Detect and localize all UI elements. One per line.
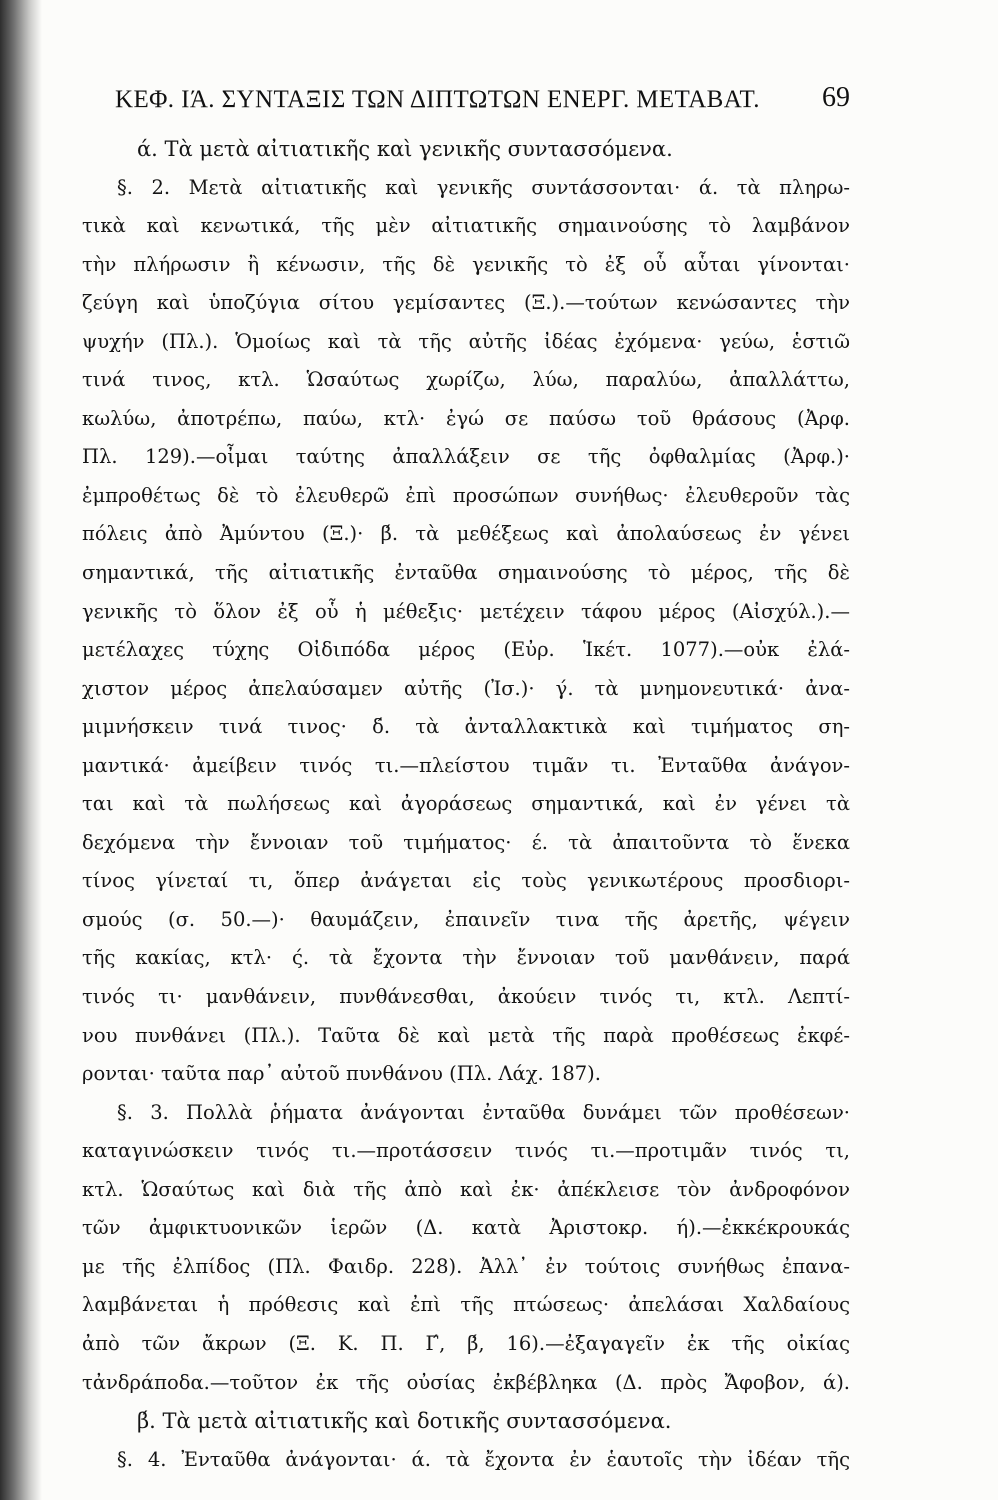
paragraph-line: καταγινώσκειν τινός τι.—προτάσσειν τινός τι.—προτιμᾶν τινός τι, bbox=[82, 1139, 850, 1163]
paragraph-line: πόλεις ἀπὸ Ἀμύντου (Ξ.)· β́. τὰ μεθέξεως καὶ ἀπολαύσεως ἐν γένει bbox=[82, 522, 850, 546]
paragraph-line: ἀπὸ τῶν ἄκρων (Ξ. Κ. Π. Γ́, β́, 16).—ἐξαγαγεῖν ἐκ τῆς οἰκίας bbox=[82, 1331, 850, 1355]
paragraph-line: μαντικά· ἀμείβειν τινός τι.—πλείστου τιμᾶν τι. Ἐνταῦθα ἀνάγον- bbox=[82, 753, 850, 777]
paragraph-line: τικὰ καὶ κενωτικά, τῆς μὲν αἰτιατικῆς σημαινούσης τὸ λαμβάνον bbox=[82, 214, 850, 238]
paragraph-line: μετέλαχες τύχης Οἰδιπόδα μέρος (Εὐρ. Ἱκέτ. 1077).—οὐκ ἐλά- bbox=[82, 638, 850, 662]
paragraph-line: μιμνήσκειν τινά τινος· δ́. τὰ ἀνταλλακτικὰ καὶ τιμήματος ση- bbox=[82, 715, 850, 739]
paragraph-line: τἀνδράποδα.—τοῦτον ἐκ τῆς οὐσίας ἐκβέβληκα (Δ. πρὸς Ἄφοβον, ά). bbox=[82, 1370, 850, 1394]
paragraph-line: §. 2. Μετὰ αἰτιατικῆς καὶ γενικῆς συντάσσονται· ά. τὰ πληρω- bbox=[117, 175, 850, 199]
binding-shadow bbox=[0, 0, 42, 1500]
running-head: ΚΕΦ. ΙΆ. ΣΥΝΤΑΞΙΣ ΤΩΝ ΔΙΠΤΩΤΩΝ ΕΝΕΡΓ. ΜΕΤΑΒΑΤ. bbox=[115, 86, 760, 113]
paragraph-line: ἐμπροθέτως δὲ τὸ ἐλευθερῶ ἐπὶ προσώπων συνήθως· ἐλευθεροῦν τὰς bbox=[82, 483, 850, 507]
paragraph-line: χιστον μέρος ἀπελαύσαμεν αὐτῆς (Ἰσ.)· γ́. τὰ μνημονευτικά· ἀνα- bbox=[82, 676, 850, 700]
paragraph-line: τίνος γίνεταί τι, ὅπερ ἀνάγεται εἰς τοὺς γενικωτέρους προσδιορι- bbox=[82, 869, 850, 893]
paragraph-line: τῆς κακίας, κτλ· ς́. τὰ ἔχοντα τὴν ἔννοιαν τοῦ μανθάνειν, παρά bbox=[82, 946, 850, 970]
paragraph-line: σημαντικά, τῆς αἰτιατικῆς ἐνταῦθα σημαινούσης τὸ μέρος, τῆς δὲ bbox=[82, 561, 850, 585]
paragraph-line: κωλύω, ἀποτρέπω, παύω, κτλ· ἐγώ σε παύσω τοῦ θράσους (Ἀρφ. bbox=[82, 406, 850, 430]
paragraph-line: σμούς (σ. 50.—)· θαυμάζειν, ἐπαινεῖν τινα τῆς ἀρετῆς, ψέγειν bbox=[82, 907, 850, 931]
paragraph-line: §. 4. Ἐνταῦθα ἀνάγονται· ά. τὰ ἔχοντα ἐν ἑαυτοῖς τὴν ἰδέαν τῆς bbox=[117, 1447, 850, 1471]
page-header bbox=[115, 82, 850, 118]
paragraph-line: με τῆς ἐλπίδος (Πλ. Φαιδρ. 228). Ἀλλ᾽ ἐν τούτοις συνήθως ἐπανα- bbox=[82, 1254, 850, 1278]
paragraph-line: ζεύγη καὶ ὑποζύγια σίτου γεμίσαντες (Ξ.).—τούτων κενώσαντες τὴν bbox=[82, 291, 850, 315]
section-heading: ά. Τὰ μετὰ αἰτιατικῆς καὶ γενικῆς συντασσόμενα. bbox=[137, 137, 673, 161]
section-heading: β́. Τὰ μετὰ αἰτιατικῆς καὶ δοτικῆς συντασσόμενα. bbox=[137, 1409, 672, 1434]
paragraph-line: δεχόμενα τὴν ἔννοιαν τοῦ τιμήματος· έ. τὰ ἀπαιτοῦντα τὸ ἕνεκα bbox=[82, 830, 850, 854]
paragraph-line: νου πυνθάνει (Πλ.). Ταῦτα δὲ καὶ μετὰ τῆς παρὰ προθέσεως ἐκφέ- bbox=[82, 1023, 850, 1047]
paragraph-line: τῶν ἀμφικτυονικῶν ἱερῶν (Δ. κατὰ Ἀριστοκρ. ή).—ἐκκέκρουκάς bbox=[82, 1216, 850, 1240]
paragraph-line: τὴν πλήρωσιν ἢ κένωσιν, τῆς δὲ γενικῆς τὸ ἐξ οὗ αὗται γίνονται· bbox=[82, 252, 850, 276]
paragraph-line: ται καὶ τὰ πωλήσεως καὶ ἀγοράσεως σημαντικά, καὶ ἐν γένει τὰ bbox=[82, 792, 850, 816]
paragraph-line: §. 3. Πολλὰ ῥήματα ἀνάγονται ἐνταῦθα δυνάμει τῶν προθέσεων· bbox=[117, 1100, 850, 1124]
paragraph-line: τινά τινος, κτλ. Ὡσαύτως χωρίζω, λύω, παραλύω, ἀπαλλάττω, bbox=[82, 368, 850, 392]
body-text bbox=[82, 130, 850, 1479]
paragraph-line: ρονται· ταῦτα παρ᾽ αὐτοῦ πυνθάνου (Πλ. Λάχ. 187). bbox=[82, 1062, 601, 1086]
paragraph-line: λαμβάνεται ἡ πρόθεσις καὶ ἐπὶ τῆς πτώσεως· ἀπελάσαι Χαλδαίους bbox=[82, 1293, 850, 1317]
page-number: 69 bbox=[822, 82, 850, 113]
paragraph-line: κτλ. Ὡσαύτως καὶ διὰ τῆς ἀπὸ καὶ ἐκ· ἀπέκλεισε τὸν ἀνδροφόνον bbox=[82, 1177, 850, 1201]
paragraph-line: γενικῆς τὸ ὅλον ἐξ οὗ ἡ μέθεξις· μετέχειν τάφου μέρος (Αἰσχύλ.).— bbox=[82, 599, 850, 623]
paragraph-line: ψυχήν (Πλ.). Ὁμοίως καὶ τὰ τῆς αὐτῆς ἰδέας ἐχόμενα· γεύω, ἑστιῶ bbox=[82, 329, 850, 353]
paragraph-line: Πλ. 129).—οἶμαι ταύτης ἀπαλλάξειν σε τῆς ὀφθαλμίας (Ἀρφ.)· bbox=[82, 445, 850, 469]
paragraph-line: τινός τι· μανθάνειν, πυνθάνεσθαι, ἀκούειν τινός τι, κτλ. Λεπτί- bbox=[82, 985, 850, 1009]
